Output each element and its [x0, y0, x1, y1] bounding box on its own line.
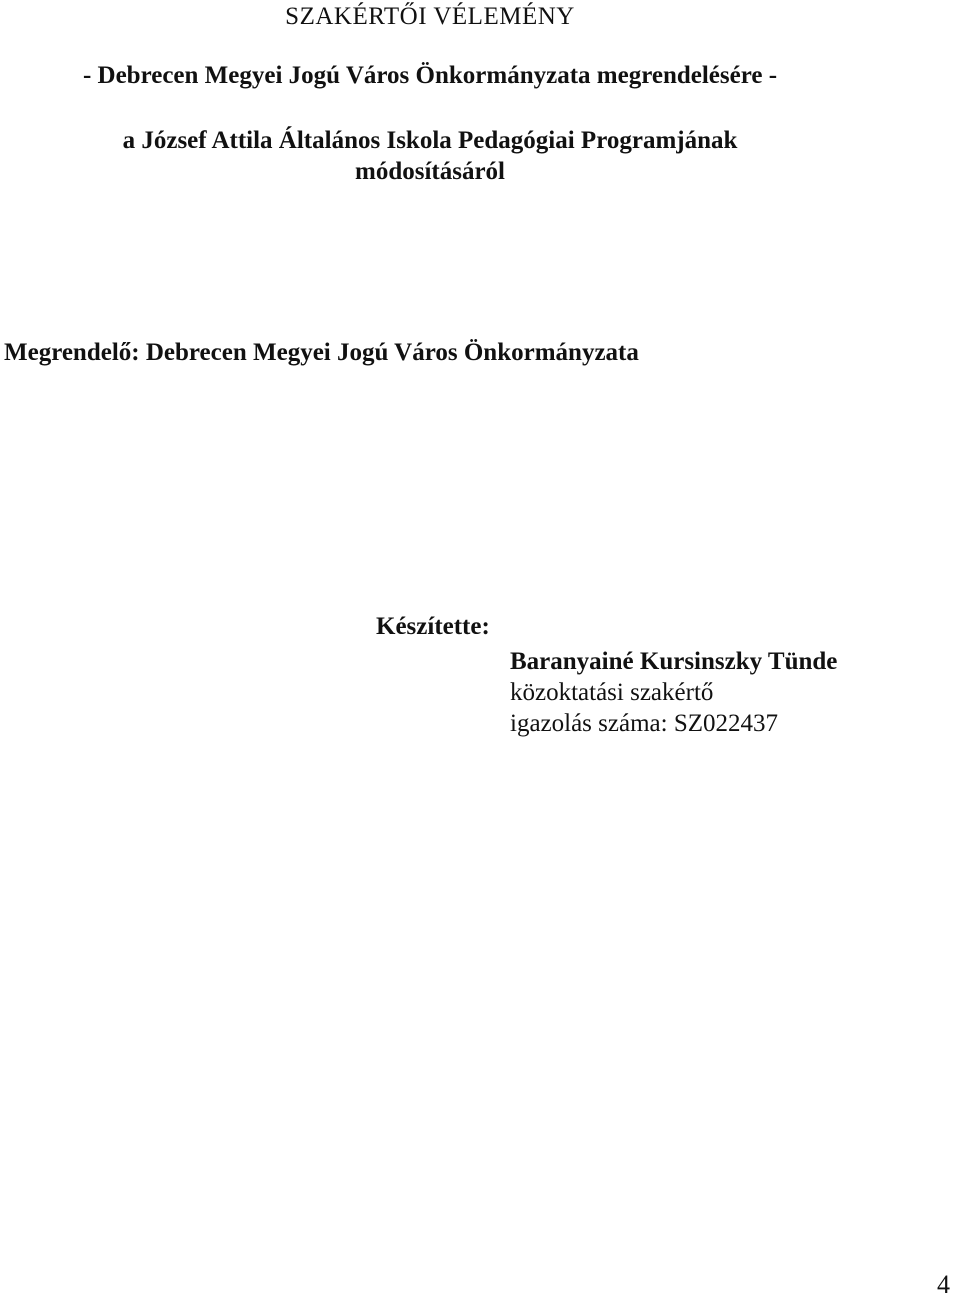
author-details	[510, 646, 837, 739]
author-certificate: igazolás száma: SZ022437	[510, 710, 778, 737]
subtitle-commission: - Debrecen Megyei Jogú Város Önkormányzata megrendelésére -	[82, 62, 778, 89]
subtitle-topic: a József Attila Általános Iskola Pedagógiai Programjának	[122, 127, 738, 154]
client-line: Megrendelő: Debrecen Megyei Jogú Város Önkormányzata	[4, 339, 639, 366]
author-label: Készítette:	[376, 613, 490, 640]
author-role: közoktatási szakértő	[510, 679, 714, 706]
author-name: Baranyainé Kursinszky Tünde	[510, 648, 838, 675]
page-number: 4	[937, 1270, 950, 1299]
document-title: SZAKÉRTŐI VÉLEMÉNY	[285, 3, 575, 30]
subtitle-topic-continued: módosításáról	[355, 158, 505, 185]
